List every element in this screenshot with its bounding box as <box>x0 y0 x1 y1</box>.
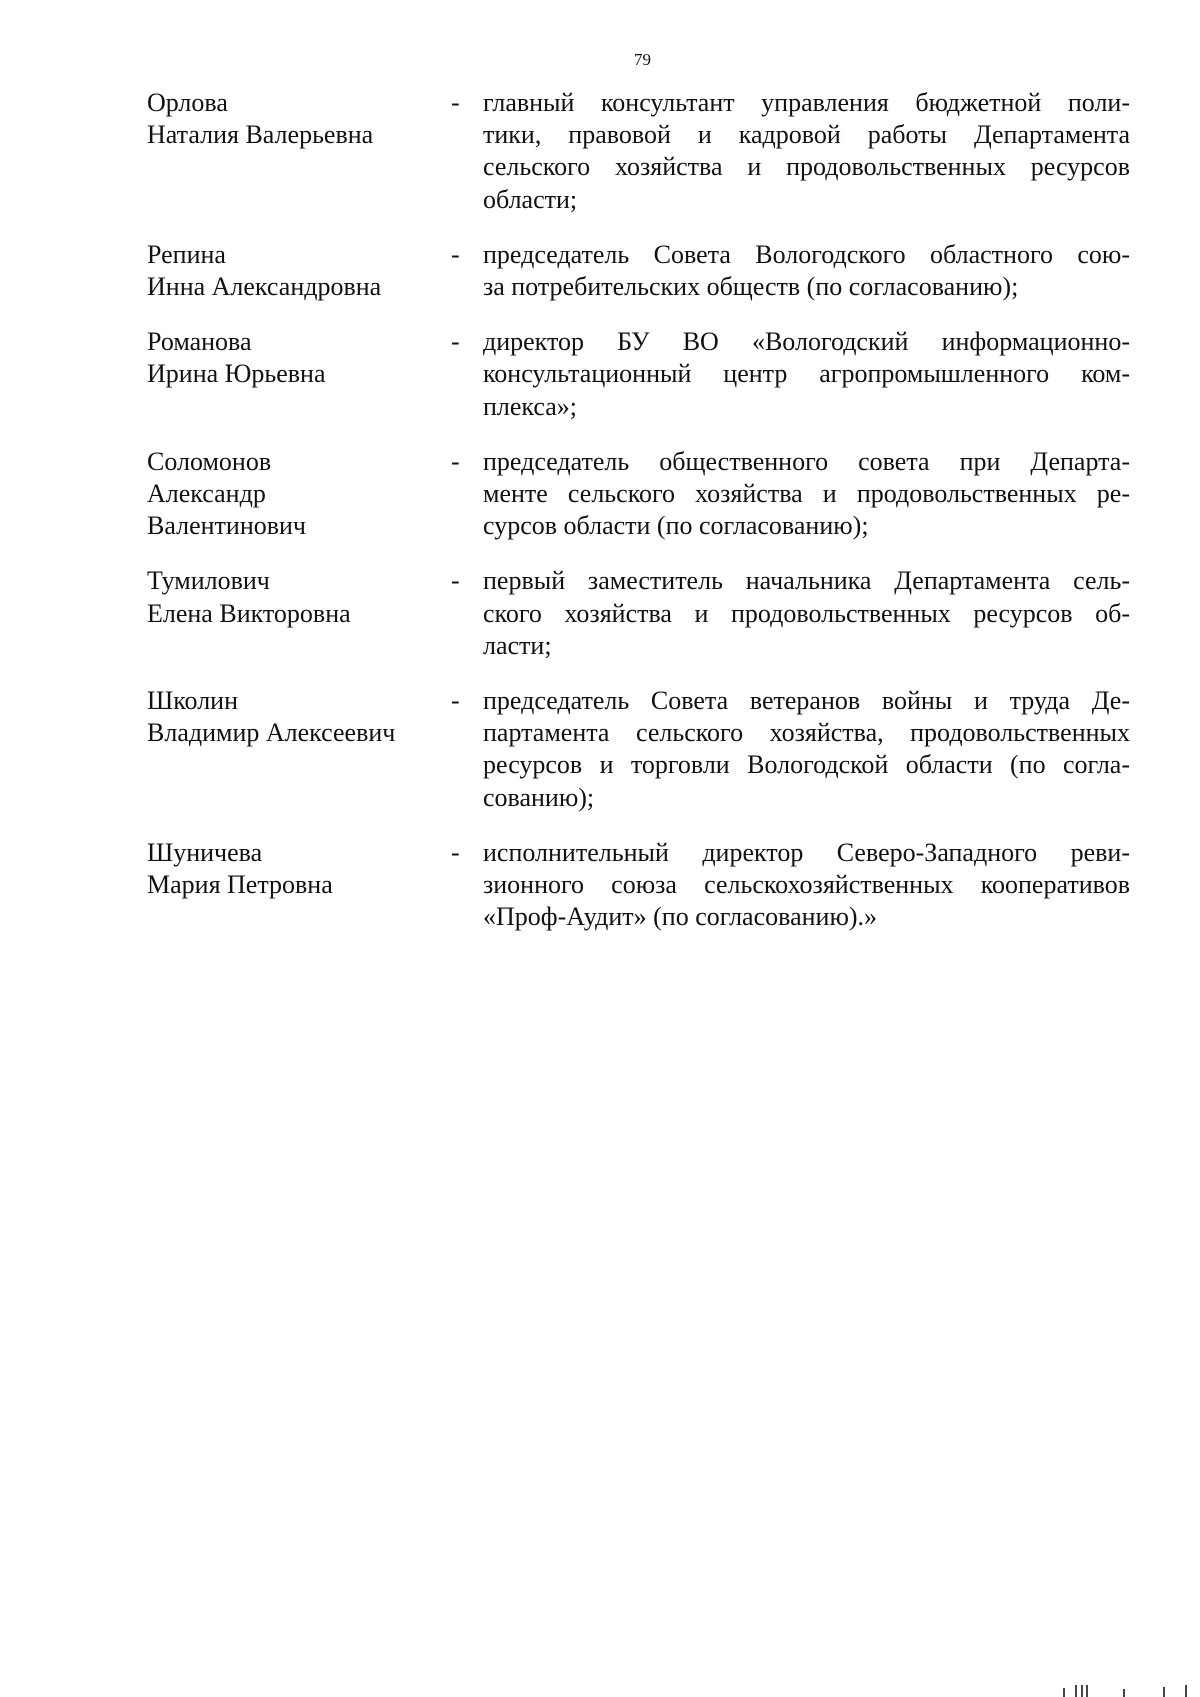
position-line: тики, правовой и кадровой работы Департамента <box>483 120 1130 150</box>
member-position <box>483 565 1130 662</box>
member-entry <box>147 837 1130 934</box>
dash-separator: - <box>451 446 460 476</box>
member-list <box>147 87 1130 956</box>
member-name <box>147 685 451 814</box>
position-line: сельского хозяйства и продовольственных ресурсов <box>483 152 1130 182</box>
position-line: директор БУ ВО «Вологодский информационно- <box>483 327 1130 357</box>
position-line: за потребительских обществ (по согласованию); <box>483 272 1019 302</box>
member-name-line: Школин <box>147 686 238 716</box>
scan-marks <box>1055 1685 1195 1697</box>
page-number: 79 <box>634 50 651 69</box>
position-line: сованию); <box>483 782 595 812</box>
member-name <box>147 446 451 543</box>
member-position <box>483 326 1130 423</box>
position-line: первый заместитель начальника Департамента сель- <box>483 566 1130 596</box>
position-line: председатель общественного совета при Департа- <box>483 446 1130 476</box>
position-line: сурсов области (по согласованию); <box>483 511 869 541</box>
member-name-line: Мария Петровна <box>147 870 333 900</box>
member-name-line: Шуничева <box>147 837 263 867</box>
member-position <box>483 685 1130 814</box>
member-entry <box>147 326 1130 423</box>
member-name-line: Александр <box>147 479 266 509</box>
position-line: зионного союза сельскохозяйственных кооперативов <box>483 870 1130 900</box>
dash-separator: - <box>451 686 460 716</box>
position-line: плекса»; <box>483 391 578 421</box>
dash-separator: - <box>451 837 460 867</box>
member-name-line: Орлова <box>147 88 228 117</box>
member-name-line: Владимир Алексеевич <box>147 718 396 748</box>
member-name-line: Соломонов <box>147 446 272 476</box>
position-line: ресурсов и торговли Вологодской области (по согла- <box>483 750 1130 780</box>
member-position <box>483 446 1130 543</box>
member-entry <box>147 239 1130 303</box>
member-position <box>483 837 1130 934</box>
member-entry <box>147 685 1130 814</box>
member-name-line: Репина <box>147 239 226 269</box>
position-line: исполнительный директор Северо-Западного реви- <box>483 837 1130 867</box>
member-name <box>147 326 451 423</box>
member-name-line: Инна Александровна <box>147 272 382 302</box>
member-entry <box>147 565 1130 662</box>
member-position <box>483 239 1130 303</box>
member-name-line: Наталия Валерьевна <box>147 120 374 150</box>
position-line: «Проф-Аудит» (по согласованию).» <box>483 902 878 932</box>
member-position <box>483 87 1130 216</box>
member-name-line: Елена Викторовна <box>147 598 351 628</box>
position-line: председатель Совета ветеранов войны и труда Де- <box>483 686 1130 716</box>
member-entry <box>147 446 1130 543</box>
position-line: менте сельского хозяйства и продовольственных ре- <box>483 479 1130 509</box>
position-line: области; <box>483 184 578 214</box>
member-name-line: Тумилович <box>147 566 270 596</box>
member-name-line: Романова <box>147 327 252 357</box>
dash-separator: - <box>451 566 460 596</box>
position-line: председатель Совета Вологодского областного сою- <box>483 239 1130 269</box>
member-name <box>147 565 451 662</box>
dash-separator: - <box>451 88 460 117</box>
member-name <box>147 239 451 303</box>
member-name-line: Ирина Юрьевна <box>147 359 326 389</box>
position-line: главный консультант управления бюджетной поли- <box>483 88 1130 117</box>
dash-separator: - <box>451 239 460 269</box>
position-line: партамента сельского хозяйства, продовольственных <box>483 718 1130 748</box>
member-name-line: Валентинович <box>147 511 306 541</box>
position-line: консультационный центр агропромышленного ком- <box>483 359 1130 389</box>
dash-separator: - <box>451 327 460 357</box>
member-name <box>147 837 451 934</box>
member-entry <box>147 87 1130 216</box>
position-line: ского хозяйства и продовольственных ресурсов об- <box>483 598 1130 628</box>
member-name <box>147 87 451 216</box>
position-line: ласти; <box>483 630 552 660</box>
